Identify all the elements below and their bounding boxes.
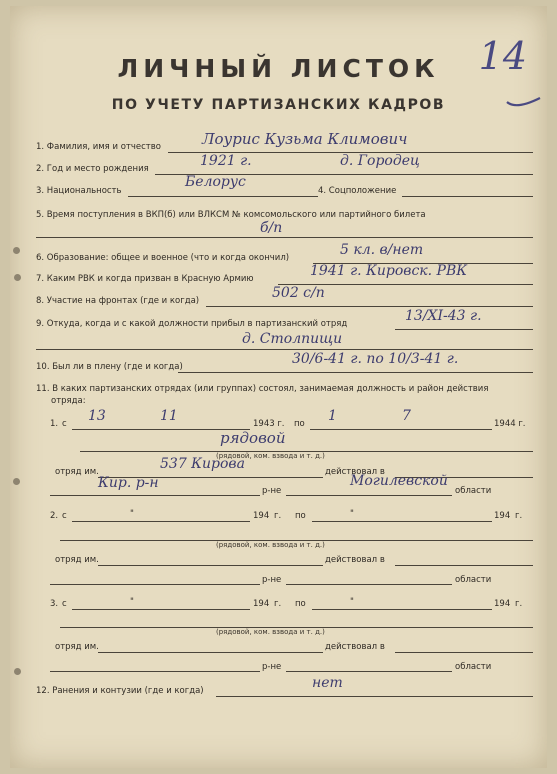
s3-year-from: 194 — [253, 599, 270, 609]
s1-year-from: 1943 г. — [253, 419, 285, 429]
field-9-value: 13/XI-43 г. — [405, 308, 482, 324]
s2-quote-2: " — [350, 509, 354, 519]
s2-region-line — [286, 584, 452, 585]
punch-hole — [14, 668, 21, 675]
s3-g-from: г. — [274, 599, 282, 609]
s3-to-line — [312, 609, 492, 610]
document-subtitle: ПО УЧЕТУ ПАРТИЗАНСКИХ КАДРОВ — [111, 97, 446, 113]
s3-unit-line — [98, 652, 323, 653]
field-2-year: 1921 г. — [200, 153, 252, 169]
field-10-line — [178, 372, 533, 373]
s2-g-from: г. — [274, 511, 282, 521]
punch-hole — [14, 274, 21, 281]
s3-district-label: р-не — [262, 662, 282, 672]
s1-year-to: 1944 г. — [494, 419, 526, 429]
field-8-label: 8. Участие на фронтах (где и когда) — [36, 296, 200, 306]
field-3-value: Белорус — [185, 174, 246, 190]
s3-g-to: г. — [515, 599, 523, 609]
s1-day-to: 1 — [328, 408, 337, 424]
field-9-value-2: д. Столпищи — [242, 331, 343, 347]
s1-po: по — [294, 419, 305, 429]
s2-acted-label: действовал в — [325, 555, 385, 565]
field-8-value: 502 с/п — [272, 285, 325, 301]
s2-from-line — [72, 521, 250, 522]
field-5-label: 5. Время поступления в ВКП(б) или ВЛКСМ № комсомольского или партийного билета — [36, 210, 426, 220]
field-12-value: нет — [312, 675, 343, 691]
punch-hole — [13, 478, 20, 485]
field-11-label-cont: отряда: — [51, 396, 86, 406]
s3-year-to: 194 — [494, 599, 511, 609]
s2-year-to: 194 — [494, 511, 511, 521]
field-11-label: 11. В каких партизанских отрядах (или группах) состоял, занимаемая должность и район действия — [36, 384, 489, 394]
field-2-place: д. Городец — [340, 153, 420, 169]
s2-district-line — [50, 584, 260, 585]
field-2-label: 2. Год и место рождения — [36, 164, 149, 174]
s3-unit-label: отряд им. — [55, 642, 99, 652]
field-6-value: 5 кл. в/нет — [340, 242, 424, 258]
field-8-line — [206, 306, 533, 307]
s2-region-label: области — [455, 575, 492, 585]
s3-po: по — [295, 599, 306, 609]
s2-district-label: р-не — [262, 575, 282, 585]
field-7-value: 1941 г. Кировск. РВК — [310, 263, 468, 279]
punch-hole — [13, 247, 20, 254]
field-3-line — [128, 196, 318, 197]
s2-number: 2. — [50, 511, 59, 521]
s2-to-line — [312, 521, 492, 522]
s1-month-to: 7 — [402, 408, 411, 424]
s3-c: с — [62, 599, 67, 609]
s1-month-from: 11 — [160, 408, 178, 424]
s2-unit-label: отряд им. — [55, 555, 99, 565]
field-5-value: б/п — [260, 220, 283, 236]
field-5-line — [36, 237, 533, 238]
s1-position: рядовой — [220, 429, 286, 447]
s1-district-label: р-не — [262, 486, 282, 496]
field-12-label: 12. Ранения и контузии (где и когда) — [36, 686, 204, 696]
s2-po: по — [295, 511, 306, 521]
s3-acted-label: действовал в — [325, 642, 385, 652]
s1-to-line — [310, 429, 492, 430]
s1-c: с — [62, 419, 67, 429]
s3-from-line — [72, 609, 250, 610]
document-sheet — [10, 6, 547, 768]
s2-rank-hint: (рядовой, ком. взвода и т. д.) — [216, 541, 325, 549]
s1-region-label: области — [455, 486, 492, 496]
s2-year-from: 194 — [253, 511, 270, 521]
field-6-label: 6. Образование: общее и военное (что и когда окончил) — [36, 253, 290, 263]
s1-rank-hint: (рядовой, ком. взвода и т. д.) — [216, 452, 325, 460]
field-9-line-2 — [36, 349, 533, 350]
field-9-label: 9. Откуда, когда и с какой должности прибыл в партизанский отряд — [36, 319, 348, 329]
s1-unit-label: отряд им. — [55, 467, 99, 477]
s3-acted-line — [395, 652, 533, 653]
field-10-label: 10. Был ли в плену (где и когда) — [36, 362, 183, 372]
corner-number: 14 — [478, 34, 527, 78]
field-4-label: 4. Соцположение — [318, 186, 397, 196]
s1-region-line — [286, 495, 452, 496]
s3-district-line — [50, 671, 260, 672]
s1-district-line — [50, 495, 260, 496]
field-1-label: 1. Фамилия, имя и отчество — [36, 142, 161, 152]
s3-quote: " — [130, 597, 134, 607]
field-9-line — [395, 329, 533, 330]
document-title: ЛИЧНЫЙ ЛИСТОК — [117, 54, 440, 83]
field-1-value: Лоурис Кузьма Климович — [202, 130, 408, 148]
s1-number: 1. — [50, 419, 59, 429]
field-4-line — [402, 196, 533, 197]
s2-quote: " — [130, 509, 134, 519]
field-7-label: 7. Каким РВК и когда призван в Красную Армию — [36, 274, 254, 284]
s3-number: 3. — [50, 599, 59, 609]
field-3-label: 3. Национальность — [36, 186, 122, 196]
s1-day-from: 13 — [88, 408, 106, 424]
s3-region-label: области — [455, 662, 492, 672]
s2-c: с — [62, 511, 67, 521]
s2-unit-line — [98, 565, 323, 566]
s2-acted-line — [395, 565, 533, 566]
s1-unit-name: 537 Кирова — [160, 456, 245, 472]
s1-district: Кир. р-н — [98, 475, 159, 491]
field-10-value: 30/6-41 г. по 10/3-41 г. — [292, 351, 459, 367]
field-12-line — [216, 696, 533, 697]
s3-quote-2: " — [350, 597, 354, 607]
s2-g-to: г. — [515, 511, 523, 521]
s1-region: Могилевской — [350, 473, 448, 489]
s3-rank-hint: (рядовой, ком. взвода и т. д.) — [216, 628, 325, 636]
s3-region-line — [286, 671, 452, 672]
s1-acted-label: действовал в — [325, 467, 385, 477]
